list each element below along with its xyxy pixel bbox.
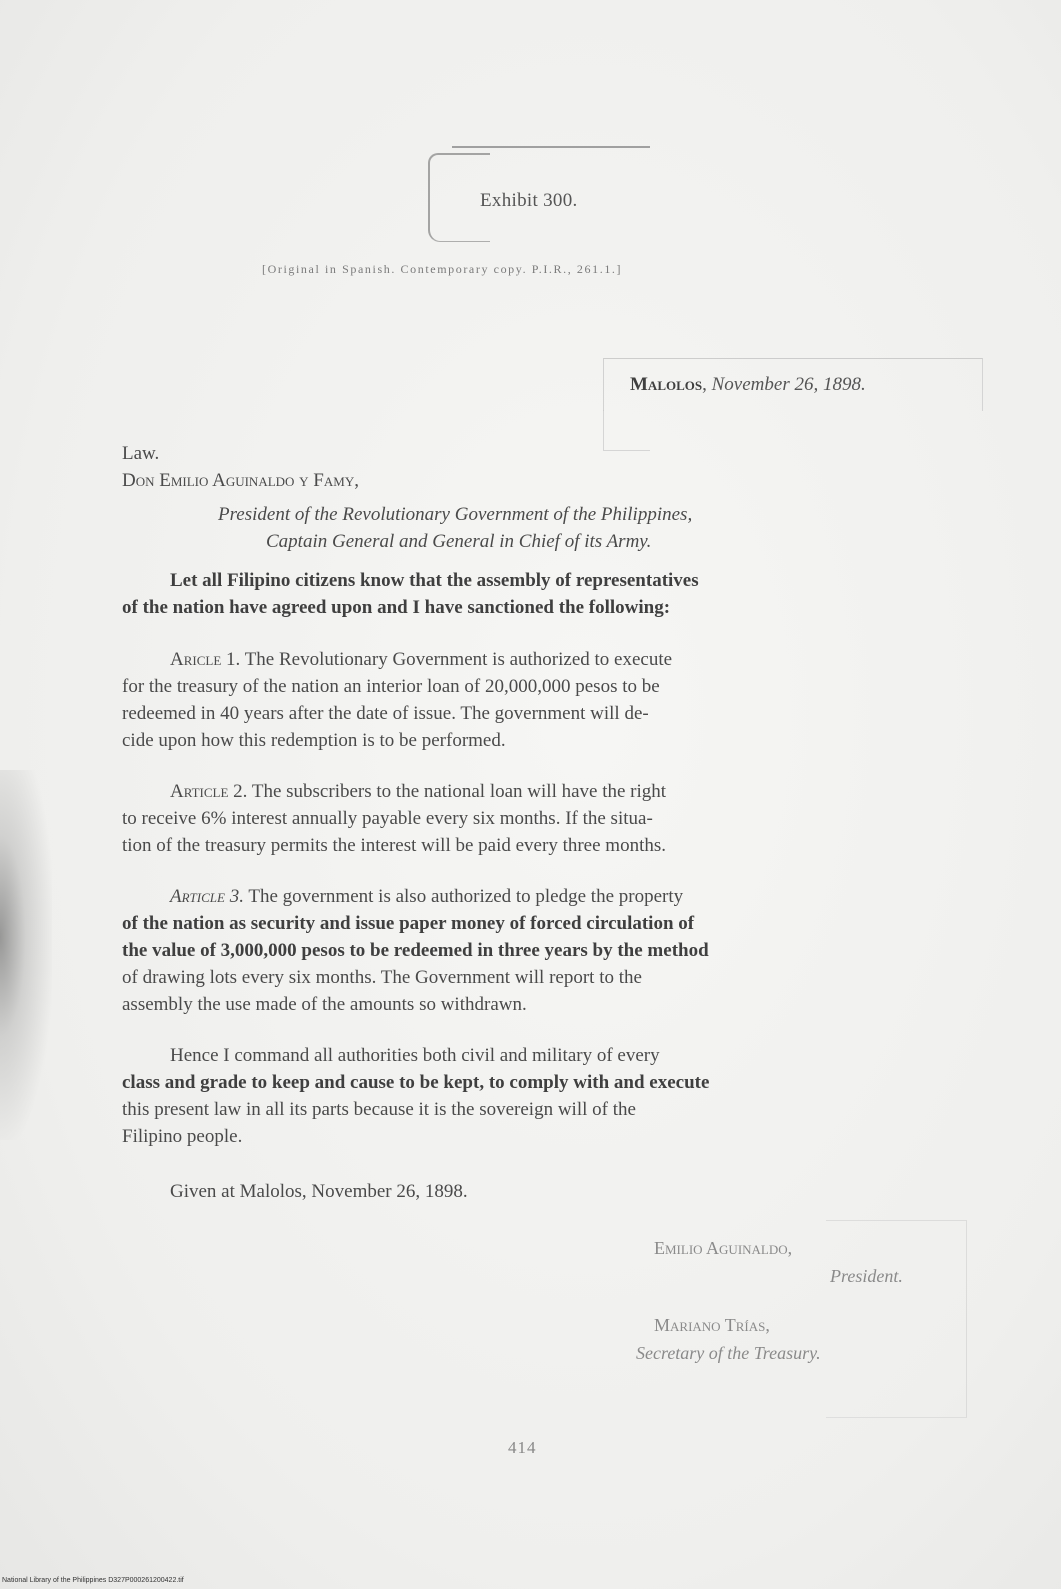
article-3-line-4: of drawing lots every six months. The Government will report to the (122, 967, 642, 988)
article-3-line-2: of the nation as security and issue paper money of forced circulation of (122, 913, 695, 934)
article-1-line-3: redeemed in 40 years after the date of issue. The government will de- (122, 703, 649, 724)
article-3-line-1: Article 3. The government is also authorized to pledge the property (170, 886, 684, 907)
signature-1-title: President. (830, 1266, 903, 1286)
scan-shadow (0, 770, 52, 1140)
exhibit-heading: Exhibit 300. (480, 190, 578, 211)
closing-line-2: class and grade to keep and cause to be kept, to comply with and execute (122, 1072, 710, 1093)
signature-2-title: Secretary of the Treasury. (636, 1343, 821, 1363)
law-title: Law. (122, 443, 160, 464)
closing-line-3: this present law in all its parts because it is the sovereign will of the (122, 1099, 636, 1120)
signature-frame (826, 1220, 967, 1418)
article-1-heading: Aricle 1. (170, 649, 241, 670)
article-2-heading: Article 2. (170, 781, 248, 802)
preamble-line-2: of the nation have agreed upon and I have sanctioned the following: (122, 597, 671, 618)
source-note: [Original in Spanish. Contemporary copy. P.I.R., 261.1.] (262, 262, 623, 276)
scan-footer: National Library of the Philippines D327P000261200422.tif (2, 1577, 184, 1584)
article-2-line-3: tion of the treasury permits the interest will be paid every three months. (122, 835, 666, 856)
dateline-frame-corner (603, 410, 650, 451)
given-line: Given at Malolos, November 26, 1898. (170, 1181, 468, 1202)
article-1-line-1: Aricle 1. The Revolutionary Government is authorized to execute (170, 649, 673, 670)
header-rule (452, 146, 650, 148)
article-3-line-3: the value of 3,000,000 pesos to be redeemed in three years by the method (122, 940, 709, 961)
closing-line-4: Filipino people. (122, 1126, 243, 1147)
article-1-line-2: for the treasury of the nation an interior loan of 20,000,000 pesos to be (122, 676, 660, 697)
signature-1-name: Emilio Aguinaldo, (654, 1238, 793, 1258)
preamble-line-1: Let all Filipino citizens know that the assembly of representatives (170, 570, 699, 591)
article-3-line-5: assembly the use made of the amounts so withdrawn. (122, 994, 527, 1015)
article-2-line-2: to receive 6% interest annually payable every six months. If the situa- (122, 808, 653, 829)
dateline-place: Malolos (630, 374, 703, 395)
article-2-line-1: Article 2. The subscribers to the national loan will have the right (170, 781, 667, 802)
page-number: 414 (508, 1438, 537, 1457)
signature-2-name: Mariano Trías, (654, 1315, 770, 1335)
dateline-date: November 26, 1898. (711, 374, 866, 395)
dateline: Malolos, November 26, 1898. (630, 374, 866, 395)
issuer-name: Don Emilio Aguinaldo y Famy, (122, 470, 359, 491)
issuer-role-1: President of the Revolutionary Government of the Philippines, (218, 504, 693, 525)
closing-line-1: Hence I command all authorities both civil and military of every (170, 1045, 660, 1066)
issuer-role-2: Captain General and General in Chief of its Army. (266, 531, 652, 552)
article-1-line-4: cide upon how this redemption is to be performed. (122, 730, 506, 751)
article-3-heading: Article 3. (170, 886, 244, 907)
